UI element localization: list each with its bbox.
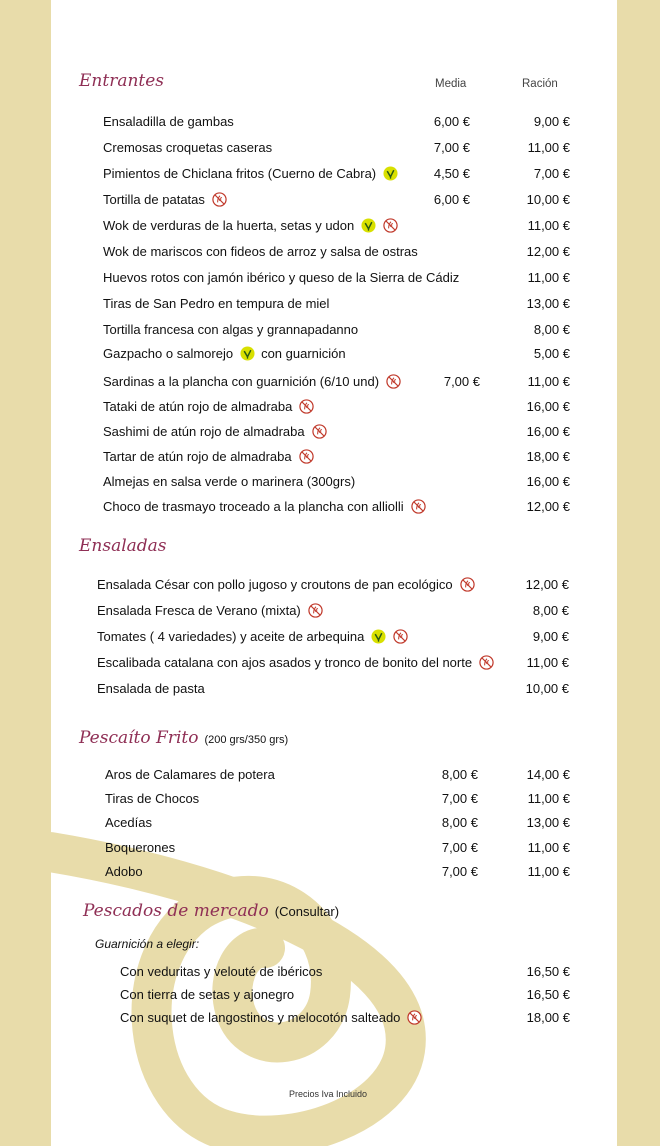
- section-title-pescados: [83, 901, 339, 921]
- pescados-subtitle: (Consultar): [274, 904, 340, 919]
- pescaito-title: Pescaíto Frito: [79, 728, 199, 748]
- item-name: [105, 815, 152, 830]
- item-name-text: Almejas en salsa verde o marinera (300grs): [103, 474, 356, 489]
- price-small: 8,00 €: [441, 815, 478, 830]
- item-name: [97, 577, 475, 592]
- item-name: [103, 499, 426, 514]
- item-name-text: Ensalada de pasta: [97, 681, 205, 696]
- price-large: 10,00 €: [526, 192, 570, 207]
- price-small: 7,00 €: [433, 140, 470, 155]
- price-large: 16,00 €: [526, 474, 570, 489]
- section-title-ensaladas: Ensaladas: [79, 536, 167, 556]
- price-large: 11,00 €: [527, 270, 570, 285]
- item-name: [97, 629, 408, 644]
- price-small: 7,00 €: [443, 374, 480, 389]
- item-name-text: Sashimi de atún rojo de almadraba: [103, 424, 305, 439]
- item-name: [103, 270, 459, 285]
- item-name: [120, 1010, 422, 1025]
- price-large: 12,00 €: [525, 577, 569, 592]
- price-large: 16,00 €: [526, 424, 570, 439]
- price-large: 7,00 €: [533, 166, 570, 181]
- price-small: 7,00 €: [441, 840, 478, 855]
- item-name-text: Choco de trasmayo troceado a la plancha con alliolli: [103, 499, 404, 514]
- item-name-text: Tartar de atún rojo de almadraba: [103, 449, 292, 464]
- price-large: 11,00 €: [527, 374, 570, 389]
- gluten-free-icon: [299, 449, 314, 464]
- price-small: 7,00 €: [441, 864, 478, 879]
- item-name: [103, 114, 234, 129]
- section-title-pescaito: [79, 728, 288, 748]
- price-large: 9,00 €: [533, 114, 570, 129]
- item-name-text: Boquerones: [105, 840, 176, 855]
- item-name-text: Wok de verduras de la huerta, setas y udon: [103, 218, 355, 233]
- price-large: 8,00 €: [533, 322, 570, 337]
- price-large: 11,00 €: [527, 864, 570, 879]
- price-small: 6,00 €: [433, 114, 470, 129]
- item-name: [103, 374, 401, 389]
- item-name-text: Tomates ( 4 variedades) y aceite de arbequina: [97, 629, 365, 644]
- item-name-text: Gazpacho o salmorejo: [103, 346, 234, 361]
- price-large: 8,00 €: [532, 603, 569, 618]
- gluten-free-icon: [383, 218, 398, 233]
- item-name: [103, 474, 355, 489]
- item-name: [103, 218, 398, 233]
- gluten-free-icon: [386, 374, 401, 389]
- pescados-title: Pescados de mercado: [83, 901, 269, 921]
- item-name: [120, 964, 322, 979]
- vegetarian-icon: [371, 629, 386, 644]
- price-large: 12,00 €: [526, 244, 570, 259]
- item-name: [120, 987, 294, 1002]
- price-large: 14,00 €: [526, 767, 570, 782]
- price-small: 8,00 €: [441, 767, 478, 782]
- column-header-media: Media: [435, 78, 467, 90]
- price-large: 10,00 €: [525, 681, 569, 696]
- item-name: [105, 864, 143, 879]
- garnish-label: Guarnición a elegir:: [95, 937, 200, 951]
- price-large: 12,00 €: [526, 499, 570, 514]
- pescaito-subtitle: (200 grs/350 grs): [204, 734, 289, 746]
- item-name: [97, 655, 494, 670]
- gluten-free-icon: [308, 603, 323, 618]
- item-name: [105, 767, 275, 782]
- item-name-text: Tataki de atún rojo de almadraba: [103, 399, 293, 414]
- item-name-text: Ensalada Fresca de Verano (mixta): [97, 603, 301, 618]
- item-name: [103, 140, 272, 155]
- price-large: 13,00 €: [526, 815, 570, 830]
- price-large: 11,00 €: [527, 218, 570, 233]
- item-name: [103, 244, 418, 259]
- price-large: 18,00 €: [526, 449, 570, 464]
- gluten-free-icon: [393, 629, 408, 644]
- price-large: 13,00 €: [526, 296, 570, 311]
- item-name: [103, 192, 227, 207]
- price-large: 16,50 €: [526, 987, 570, 1002]
- price-small: 7,00 €: [441, 791, 478, 806]
- item-name-suffix: con guarnición: [261, 346, 346, 361]
- price-large: 18,00 €: [526, 1010, 570, 1025]
- gluten-free-icon: [460, 577, 475, 592]
- item-name-text: Aros de Calamares de potera: [105, 767, 275, 782]
- section-title-entrantes: Entrantes: [79, 71, 165, 91]
- price-large: 11,00 €: [526, 655, 569, 670]
- item-name: [97, 603, 323, 618]
- price-large: 16,00 €: [526, 399, 570, 414]
- gluten-free-icon: [411, 499, 426, 514]
- item-name-text: Con tierra de setas y ajonegro: [120, 987, 295, 1002]
- item-name-text: Tiras de San Pedro en tempura de miel: [103, 296, 330, 311]
- price-large: 16,50 €: [526, 964, 570, 979]
- item-name: [103, 449, 314, 464]
- item-name: [103, 424, 327, 439]
- price-large: 11,00 €: [527, 840, 570, 855]
- item-name: [97, 681, 205, 696]
- item-name: [103, 399, 314, 414]
- price-large: 11,00 €: [527, 791, 570, 806]
- item-name: [103, 166, 398, 181]
- gluten-free-icon: [312, 424, 327, 439]
- item-name: [103, 296, 329, 311]
- gluten-free-icon: [299, 399, 314, 414]
- item-name: [103, 322, 358, 337]
- price-large: 9,00 €: [532, 629, 569, 644]
- gluten-free-icon: [212, 192, 227, 207]
- item-name-text: Cremosas croquetas caseras: [103, 140, 273, 155]
- price-small: 6,00 €: [433, 192, 470, 207]
- footer-note: Precios Iva Incluido: [289, 1089, 368, 1099]
- item-name-text: Acedías: [105, 815, 152, 830]
- item-name-text: Wok de mariscos con fideos de arroz y salsa de ostras: [103, 244, 418, 259]
- gluten-free-icon: [407, 1010, 422, 1025]
- gluten-free-icon: [479, 655, 494, 670]
- item-name: [103, 346, 346, 361]
- item-name-text: Tiras de Chocos: [105, 791, 200, 806]
- vegetarian-icon: [361, 218, 376, 233]
- item-name: [105, 791, 199, 806]
- price-small: 4,50 €: [433, 166, 470, 181]
- price-large: 11,00 €: [527, 140, 570, 155]
- item-name-text: Con veduritas y velouté de ibéricos: [120, 964, 323, 979]
- vegetarian-icon: [240, 346, 255, 361]
- item-name-text: Escalibada catalana con ajos asados y tronco de bonito del norte: [97, 655, 473, 670]
- vegetarian-icon: [383, 166, 398, 181]
- item-name-text: Adobo: [105, 864, 143, 879]
- item-name-text: Tortilla francesa con algas y grannapadanno: [103, 322, 359, 337]
- price-large: 5,00 €: [533, 346, 570, 361]
- item-name-text: Huevos rotos con jamón ibérico y queso de la Sierra de Cádiz: [103, 270, 460, 285]
- item-name-text: Ensalada César con pollo jugoso y croutons de pan ecológico: [97, 577, 453, 592]
- item-name-text: Ensaladilla de gambas: [103, 114, 234, 129]
- column-header-racion: Ración: [522, 78, 558, 90]
- item-name-text: Con suquet de langostinos y melocotón salteado: [120, 1010, 401, 1025]
- item-name-text: Sardinas a la plancha con guarnición (6/10 und): [103, 374, 380, 389]
- item-name: [105, 840, 175, 855]
- item-name-text: Tortilla de patatas: [103, 192, 205, 207]
- item-name-text: Pimientos de Chiclana fritos (Cuerno de Cabra): [103, 166, 377, 181]
